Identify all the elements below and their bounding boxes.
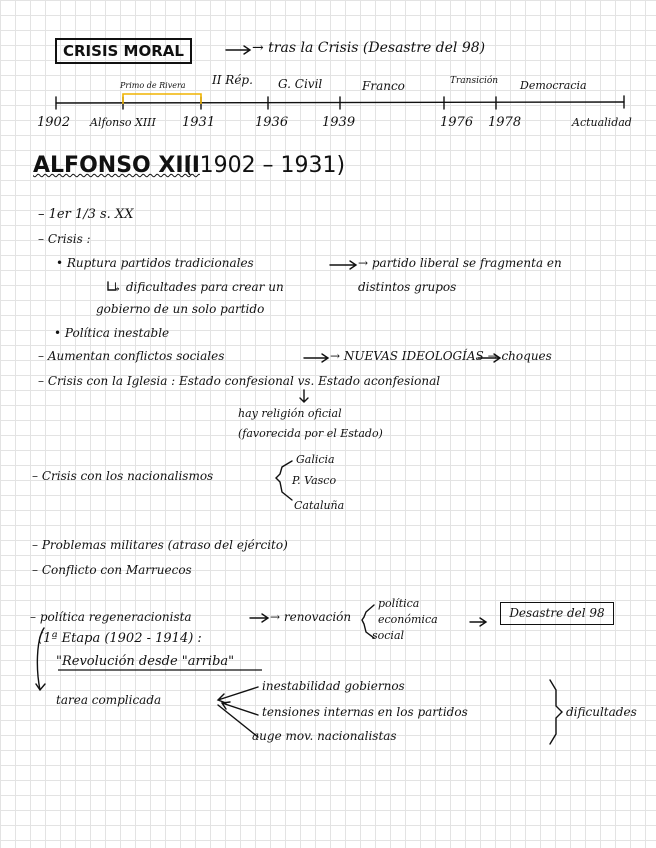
note-line: – Conflicto con Marruecos — [32, 563, 192, 577]
note-line: – política regeneracionista — [30, 610, 192, 624]
timeline-bracket-label: Primo de Rivera — [120, 81, 186, 90]
timeline-date: 1939 — [322, 115, 356, 130]
timeline-period-label: Franco — [362, 79, 405, 93]
timeline-date: Actualidad — [572, 116, 632, 129]
boxed-title: CRISIS MORAL — [55, 38, 192, 64]
timeline-date: 1936 — [255, 115, 289, 130]
note-line: → renovación — [270, 610, 352, 624]
timeline-period-label: II Rép. — [212, 73, 253, 87]
renovation-item: política — [378, 597, 420, 610]
nationalism-item: Cataluña — [294, 499, 345, 512]
difficulty-label: dificultades — [566, 705, 637, 719]
note-line: – Crisis con los nacionalismos — [32, 469, 214, 483]
header-note: → tras la Crisis (Desastre del 98) — [252, 40, 486, 56]
note-line: tarea complicada — [56, 693, 162, 707]
note-line: – Crisis con la Iglesia : Estado confesional vs. Estado aconfesional — [38, 374, 441, 388]
section-years: ( 1902 – 1931) — [184, 153, 346, 178]
timeline-period-label: Transición — [450, 76, 499, 86]
note-line: – 1er 1/3 s. XX — [38, 207, 134, 222]
timeline-date: 1931 — [182, 115, 216, 130]
timeline-period-label: G. Civil — [278, 77, 323, 91]
desastre-box: Desastre del 98 — [500, 602, 614, 625]
timeline-date: 1978 — [488, 115, 522, 130]
timeline-date: 1976 — [440, 115, 474, 130]
timeline-date: Alfonso XIII — [90, 116, 156, 129]
note-line: hay religión oficial — [238, 407, 342, 420]
renovation-item: económica — [378, 613, 438, 626]
section-title: ALFONSO XIII — [33, 153, 200, 178]
note-line: – Problemas militares (atraso del ejército) — [32, 538, 288, 552]
note-line: "Revolución desde "arriba" — [56, 654, 235, 669]
note-line: distintos grupos — [358, 280, 457, 294]
note-line: (favorecida por el Estado) — [238, 427, 383, 440]
note-line: gobierno de un solo partido — [96, 302, 265, 316]
nationalism-item: Galicia — [296, 453, 335, 466]
renovation-item: social — [372, 629, 405, 642]
timeline-date: 1902 — [37, 115, 71, 130]
note-line: → NUEVAS IDEOLOGÍAS → choques — [330, 349, 552, 363]
note-line: – Aumentan conflictos sociales — [38, 349, 225, 363]
difficulty-item: inestabilidad gobiernos — [262, 679, 405, 693]
difficulty-item: tensiones internas en los partidos — [262, 705, 468, 719]
note-line: → partido liberal se fragmenta en — [358, 256, 562, 270]
note-line: ↳ dificultades para crear un — [112, 280, 284, 294]
note-line: • Ruptura partidos tradicionales — [56, 256, 254, 270]
note-line: • Política inestable — [54, 326, 170, 340]
nationalism-item: P. Vasco — [292, 474, 337, 487]
note-line: (1ª Etapa (1902 - 1914) : — [38, 631, 202, 646]
difficulty-item: auge mov. nacionalistas — [252, 729, 397, 743]
timeline-period-label: Democracia — [520, 79, 587, 92]
note-line: – Crisis : — [38, 232, 91, 246]
